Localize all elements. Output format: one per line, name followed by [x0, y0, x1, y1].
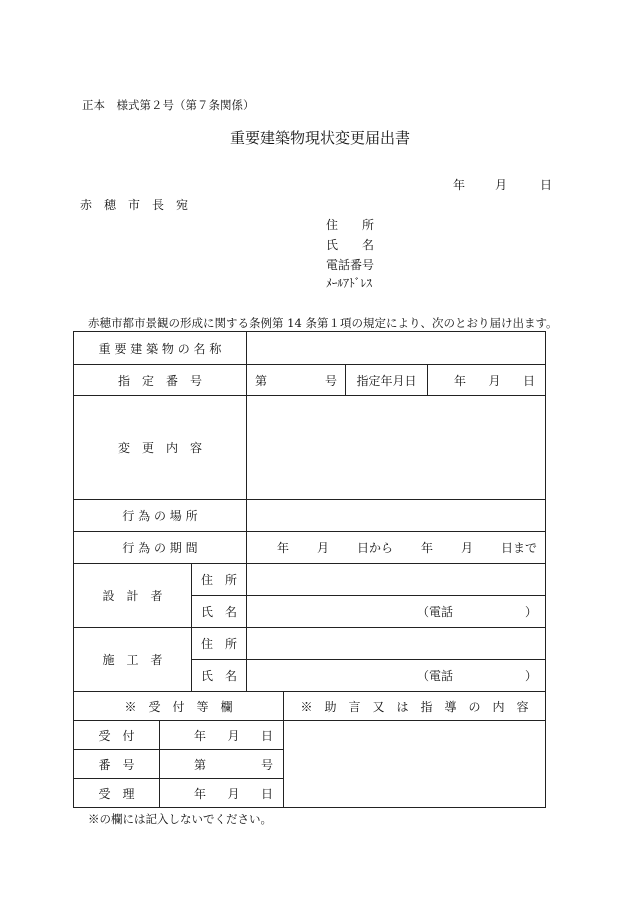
builder-address-label: 住 所: [192, 628, 247, 660]
builder-name-label: 氏 名: [192, 660, 247, 692]
designation-date-year: 年: [454, 373, 467, 388]
designation-number-label: 指 定 番 号: [74, 365, 247, 396]
designation-date-day: 日: [523, 373, 536, 388]
footnote: ※の欄には記入しないでください。: [88, 812, 272, 826]
advice-header: ※ 助 言 又 は 指 導 の 内 容: [284, 692, 546, 721]
received-day: 日: [261, 728, 274, 743]
designer-name-label: 氏 名: [192, 596, 247, 628]
number-suffix: 号: [261, 757, 274, 772]
period-from: 日から: [357, 541, 394, 555]
period-until: 日まで: [501, 541, 538, 555]
period-year-1: 年: [277, 541, 290, 555]
designation-date-month: 月: [488, 373, 501, 388]
building-name-field[interactable]: [247, 332, 546, 365]
addressee: 赤 穂 市 長 宛: [80, 198, 189, 212]
date-day-label: 日: [540, 178, 553, 192]
number-prefix: 第: [194, 757, 207, 772]
advice-content-field[interactable]: [284, 721, 546, 808]
intro-text: 赤穂市都市景観の形成に関する条例第 14 条第１項の規定により、次のとおり届け出ます。: [88, 316, 558, 330]
accepted-year: 年: [194, 786, 207, 801]
date-month-label: 月: [495, 178, 508, 192]
applicant-address-label: 住 所: [326, 218, 375, 232]
designation-number-suffix: 号: [324, 373, 337, 388]
applicant-email-label: ﾒｰﾙｱﾄﾞﾚｽ: [326, 276, 372, 290]
act-period-field[interactable]: [247, 532, 546, 564]
accepted-day: 日: [261, 786, 274, 801]
received-label: 受 付: [74, 721, 160, 750]
document-title: 重要建築物現状変更届出書: [230, 129, 411, 147]
period-month-1: 月: [317, 541, 330, 555]
reception-header: ※ 受 付 等 欄: [74, 692, 284, 721]
received-month: 月: [227, 728, 240, 743]
applicant-name-label: 氏 名: [326, 238, 375, 252]
designer-address-label: 住 所: [192, 564, 247, 596]
act-period-label: 行 為 の 期 間: [74, 532, 247, 564]
builder-label: 施 工 者: [74, 628, 192, 692]
form-number: 正本 様式第２号（第７条関係）: [82, 98, 255, 112]
received-year: 年: [194, 728, 207, 743]
act-place-label: 行 為 の 場 所: [74, 500, 247, 532]
designer-phone-open: （電話: [417, 605, 454, 619]
number-field[interactable]: [160, 750, 284, 779]
accepted-month: 月: [227, 786, 240, 801]
designer-address-field[interactable]: [247, 564, 546, 596]
office-use-table: [73, 691, 546, 808]
date-year-label: 年: [453, 178, 466, 192]
designation-date-label: 指定年月日: [346, 365, 428, 396]
builder-address-field[interactable]: [247, 628, 546, 660]
designation-number-field[interactable]: [247, 365, 346, 396]
change-content-field[interactable]: [247, 396, 546, 500]
designation-date-field[interactable]: [428, 365, 546, 396]
designer-label: 設 計 者: [74, 564, 192, 628]
designer-name-field[interactable]: [247, 596, 546, 628]
change-content-label: 変 更 内 容: [74, 396, 247, 500]
building-name-label: 重 要 建 築 物 の 名 称: [74, 332, 247, 365]
notification-table: [73, 331, 546, 692]
builder-name-field[interactable]: [247, 660, 546, 692]
period-month-2: 月: [461, 541, 474, 555]
applicant-phone-label: 電話番号: [326, 258, 375, 272]
builder-phone-close: ）: [525, 669, 538, 683]
accepted-date-field[interactable]: [160, 779, 284, 808]
period-year-2: 年: [421, 541, 434, 555]
accepted-label: 受 理: [74, 779, 160, 808]
received-date-field[interactable]: [160, 721, 284, 750]
act-place-field[interactable]: [247, 500, 546, 532]
designation-number-prefix: 第: [255, 373, 268, 388]
builder-phone-open: （電話: [417, 669, 454, 683]
number-label: 番 号: [74, 750, 160, 779]
designer-phone-close: ）: [525, 605, 538, 619]
